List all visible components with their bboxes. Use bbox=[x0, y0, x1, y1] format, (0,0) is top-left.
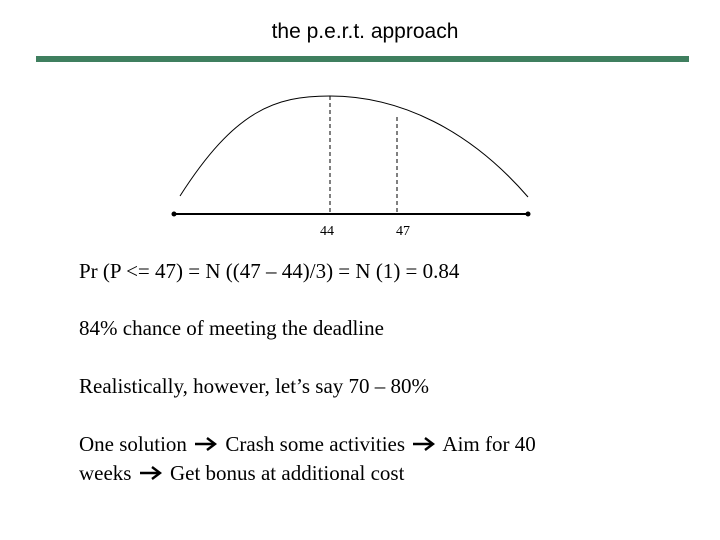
solution-line-1 bbox=[79, 432, 536, 457]
right-arrow-icon bbox=[137, 465, 165, 481]
right-arrow-icon bbox=[410, 436, 438, 452]
right-arrow-icon bbox=[192, 436, 220, 452]
solution-text-5: Get bonus at additional cost bbox=[169, 461, 405, 485]
solution-text-3: Aim for 40 bbox=[442, 432, 536, 456]
slide-title: the p.e.r.t. approach bbox=[271, 20, 459, 43]
deadline-label: 47 bbox=[396, 224, 410, 239]
bell-curve bbox=[180, 96, 528, 197]
solution-text-2: Crash some activities bbox=[225, 432, 406, 456]
solution-text-4: weeks bbox=[79, 461, 132, 485]
mean-label: 44 bbox=[320, 224, 334, 239]
axis-right-endpoint bbox=[526, 212, 531, 217]
chance-statement: 84% chance of meeting the deadline bbox=[79, 316, 384, 340]
solution-line-2 bbox=[79, 461, 404, 486]
solution-text-1: One solution bbox=[79, 432, 187, 456]
probability-formula: Pr (P <= 47) = N ((47 – 44)/3) = N (1) = 0.84 bbox=[79, 259, 460, 283]
realistic-statement: Realistically, however, let’s say 70 – 80% bbox=[79, 374, 430, 398]
axis-left-endpoint bbox=[172, 212, 177, 217]
